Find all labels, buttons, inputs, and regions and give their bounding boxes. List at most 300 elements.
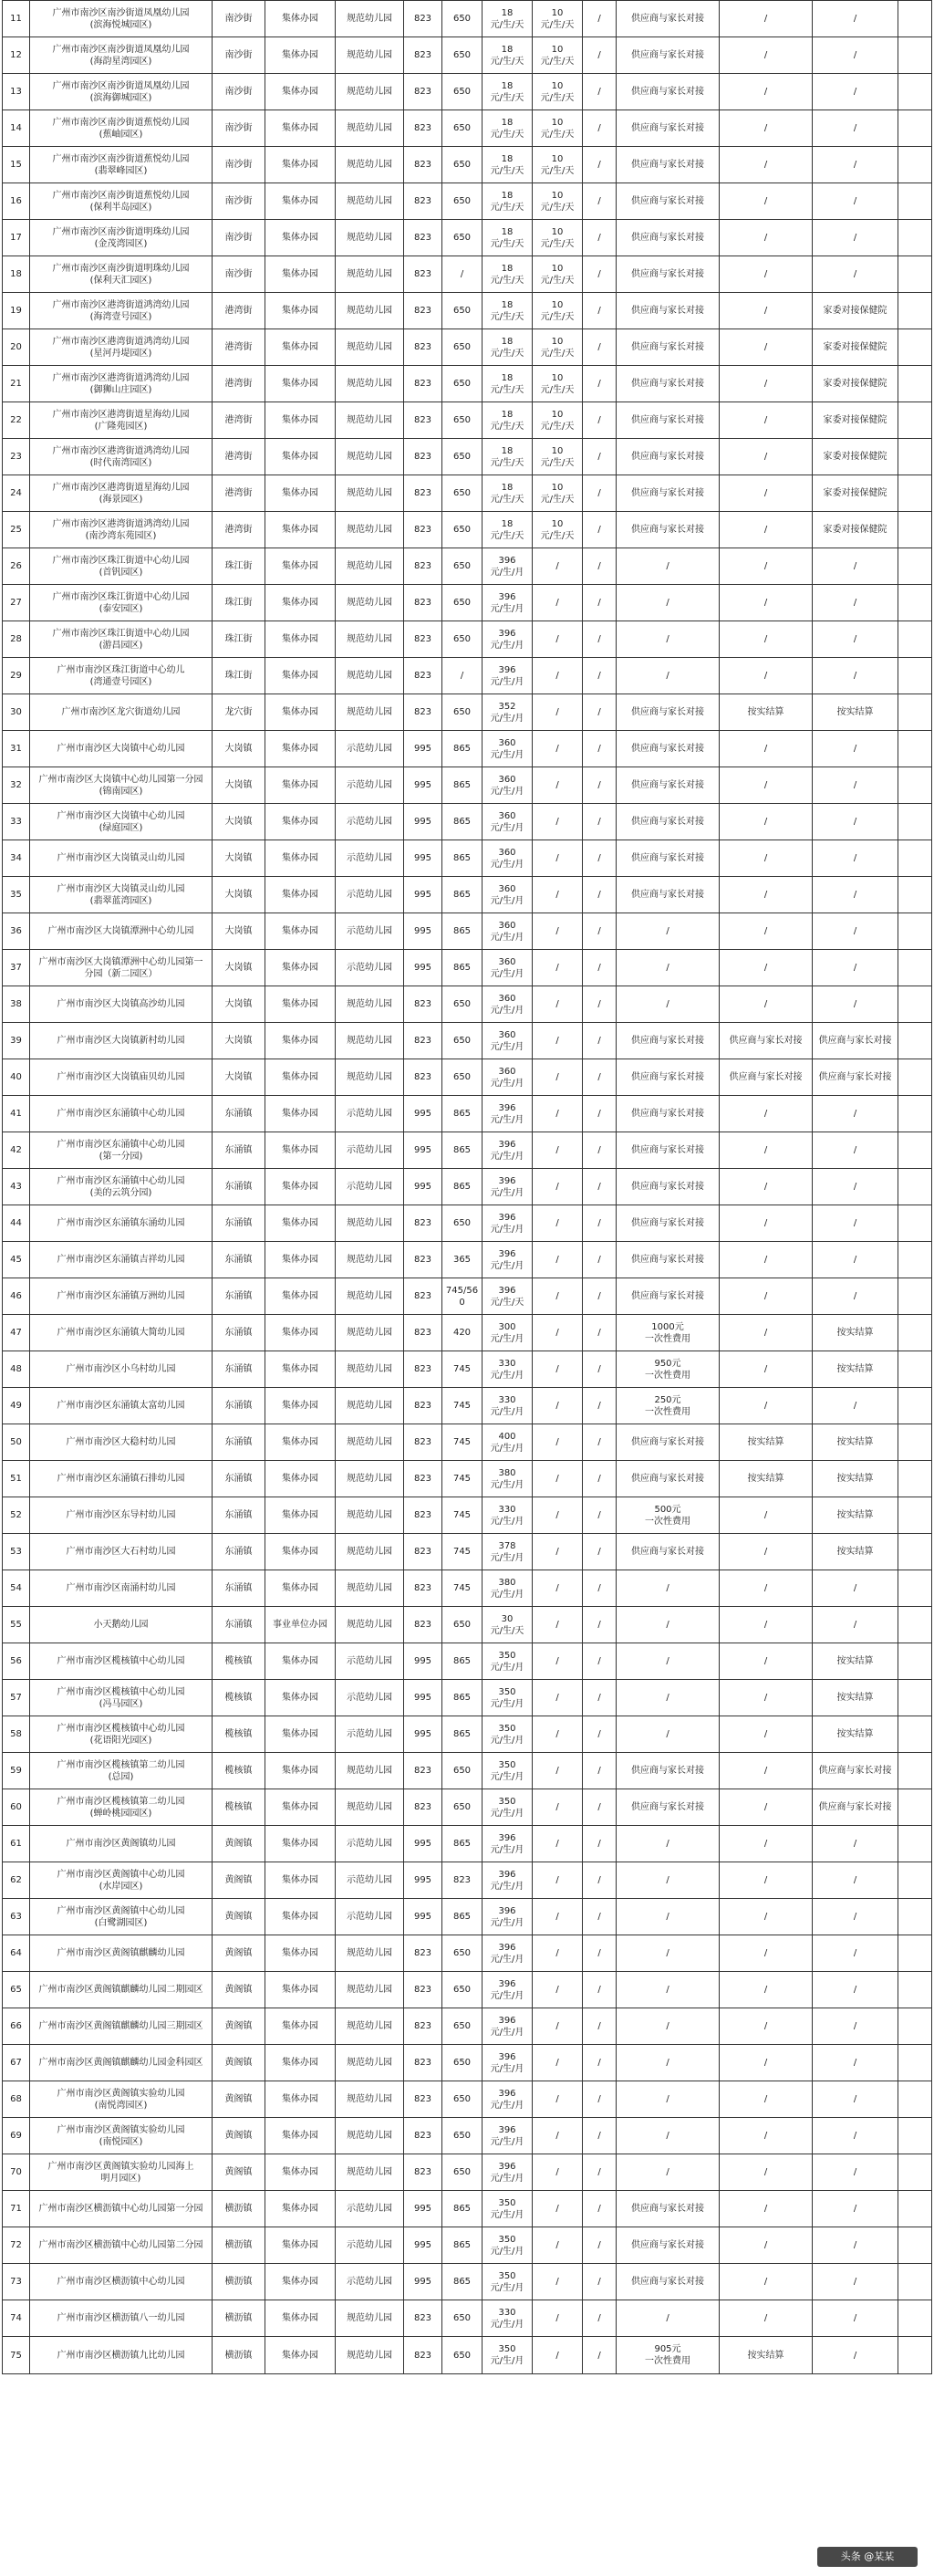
extra-fee-cell: / (583, 1205, 617, 1242)
other-daily-fee-cell: / (533, 1534, 583, 1570)
remarks-cell (898, 366, 932, 402)
ownership-type-cell: 集体办园 (265, 1862, 336, 1899)
kindergarten-category-cell: 规范幼儿园 (336, 1607, 404, 1643)
street-town-cell: 横沥镇 (213, 2337, 265, 2374)
kindergarten-category-cell: 示范幼儿园 (336, 1862, 404, 1899)
extra-fee-cell: / (583, 913, 617, 950)
extra-fee-cell: / (583, 548, 617, 585)
health-check-arrangement-cell: 供应商与家长对接 (813, 1059, 898, 1096)
kindergarten-name-cell: 广州市南沙区小乌村幼儿园 (30, 1351, 213, 1388)
meal-fee-cell: 360 元/生/月 (483, 950, 533, 986)
kindergarten-category-cell: 规范幼儿园 (336, 402, 404, 439)
meal-fee-cell: 396 元/生/月 (483, 1826, 533, 1862)
street-town-cell: 港湾街 (213, 512, 265, 548)
health-check-arrangement-cell: / (813, 621, 898, 658)
row-number-cell: 64 (3, 1935, 30, 1972)
remarks-cell (898, 2227, 932, 2264)
other-daily-fee-cell: / (533, 2045, 583, 2081)
health-check-arrangement-cell: 按实结算 (813, 1643, 898, 1680)
street-town-cell: 南沙街 (213, 147, 265, 183)
meal-fee-cell: 18 元/生/天 (483, 439, 533, 475)
meal-fee-cell: 350 元/生/月 (483, 1716, 533, 1753)
kindergarten-category-cell: 规范幼儿园 (336, 220, 404, 256)
street-town-cell: 龙穴街 (213, 694, 265, 731)
street-town-cell: 横沥镇 (213, 2227, 265, 2264)
ownership-type-cell: 集体办园 (265, 1972, 336, 2008)
kindergarten-name-cell: 广州市南沙区黄阁镇实验幼儿园 (南悦园区) (30, 2118, 213, 2154)
meal-fee-cell: 396 元/生/月 (483, 1169, 533, 1205)
remarks-cell (898, 1205, 932, 1242)
kindergarten-name-cell: 广州市南沙区横沥镇八一幼儿园 (30, 2300, 213, 2337)
fee-standard-b-cell: 865 (442, 2191, 483, 2227)
fee-standard-b-cell: 865 (442, 1643, 483, 1680)
activity-settlement-cell: / (720, 767, 813, 804)
street-town-cell: 黄阁镇 (213, 1899, 265, 1935)
other-daily-fee-cell: / (533, 1497, 583, 1534)
fee-standard-b-cell: 865 (442, 1132, 483, 1169)
kindergarten-name-cell: 广州市南沙区大岗镇庙贝幼儿园 (30, 1059, 213, 1096)
fee-standard-b-cell: 650 (442, 2154, 483, 2191)
fee-standard-a-cell: 823 (404, 1424, 442, 1461)
fee-standard-a-cell: 823 (404, 1972, 442, 2008)
fee-standard-b-cell: 650 (442, 37, 483, 74)
kindergarten-category-cell: 规范幼儿园 (336, 2008, 404, 2045)
street-town-cell: 港湾街 (213, 366, 265, 402)
fee-standard-b-cell: 865 (442, 1169, 483, 1205)
ownership-type-cell: 集体办园 (265, 694, 336, 731)
health-check-arrangement-cell: 家委对接保健院 (813, 293, 898, 329)
supply-arrangement-cell: 供应商与家长对接 (617, 731, 720, 767)
row-number-cell: 24 (3, 475, 30, 512)
activity-settlement-cell: / (720, 585, 813, 621)
row-number-cell: 47 (3, 1315, 30, 1351)
kindergarten-category-cell: 规范幼儿园 (336, 2118, 404, 2154)
fee-standard-a-cell: 995 (404, 1680, 442, 1716)
activity-settlement-cell: / (720, 329, 813, 366)
fee-standard-b-cell: 650 (442, 439, 483, 475)
kindergarten-category-cell: 示范幼儿园 (336, 804, 404, 840)
remarks-cell (898, 2154, 932, 2191)
meal-fee-cell: 360 元/生/月 (483, 1023, 533, 1059)
fee-standard-a-cell: 823 (404, 110, 442, 147)
fee-standard-a-cell: 823 (404, 548, 442, 585)
other-daily-fee-cell: / (533, 1461, 583, 1497)
row-number-cell: 34 (3, 840, 30, 877)
extra-fee-cell: / (583, 183, 617, 220)
kindergarten-name-cell: 广州市南沙区榄核镇中心幼儿园 (30, 1643, 213, 1680)
health-check-arrangement-cell: / (813, 585, 898, 621)
kindergarten-category-cell: 规范幼儿园 (336, 1278, 404, 1315)
fee-standard-a-cell: 823 (404, 402, 442, 439)
row-number-cell: 36 (3, 913, 30, 950)
remarks-cell (898, 1607, 932, 1643)
extra-fee-cell: / (583, 147, 617, 183)
street-town-cell: 东涌镇 (213, 1096, 265, 1132)
fee-standard-a-cell: 823 (404, 986, 442, 1023)
other-daily-fee-cell: / (533, 767, 583, 804)
kindergarten-name-cell: 广州市南沙区横沥镇中心幼儿园第二分园 (30, 2227, 213, 2264)
meal-fee-cell: 330 元/生/月 (483, 1497, 533, 1534)
extra-fee-cell: / (583, 1023, 617, 1059)
row-number-cell: 20 (3, 329, 30, 366)
health-check-arrangement-cell: / (813, 1096, 898, 1132)
fee-standard-b-cell: 650 (442, 2045, 483, 2081)
kindergarten-name-cell: 广州市南沙区东涌镇中心幼儿园 (美的云筑分园) (30, 1169, 213, 1205)
remarks-cell (898, 767, 932, 804)
fee-standard-a-cell: 823 (404, 439, 442, 475)
meal-fee-cell: 18 元/生/天 (483, 512, 533, 548)
kindergarten-category-cell: 规范幼儿园 (336, 694, 404, 731)
kindergarten-name-cell: 广州市南沙区港湾街道鸿湾幼儿园 (星河丹堤园区) (30, 329, 213, 366)
row-number-cell: 15 (3, 147, 30, 183)
fee-standard-b-cell: 650 (442, 1607, 483, 1643)
street-town-cell: 东涌镇 (213, 1351, 265, 1388)
fee-standard-a-cell: 823 (404, 366, 442, 402)
activity-settlement-cell: / (720, 1096, 813, 1132)
fee-standard-b-cell: 865 (442, 1096, 483, 1132)
ownership-type-cell: 集体办园 (265, 1096, 336, 1132)
other-daily-fee-cell: 10 元/生/天 (533, 110, 583, 147)
health-check-arrangement-cell: 供应商与家长对接 (813, 1789, 898, 1826)
remarks-cell (898, 74, 932, 110)
remarks-cell (898, 913, 932, 950)
activity-settlement-cell: / (720, 548, 813, 585)
activity-settlement-cell: / (720, 804, 813, 840)
ownership-type-cell: 集体办园 (265, 2300, 336, 2337)
supply-arrangement-cell: 供应商与家长对接 (617, 402, 720, 439)
fee-standard-a-cell: 823 (404, 1059, 442, 1096)
fee-standard-b-cell: 650 (442, 329, 483, 366)
row-number-cell: 11 (3, 1, 30, 37)
table-row (3, 1023, 932, 1059)
fee-standard-a-cell: 823 (404, 329, 442, 366)
fee-standard-b-cell: 420 (442, 1315, 483, 1351)
kindergarten-category-cell: 规范幼儿园 (336, 1205, 404, 1242)
street-town-cell: 横沥镇 (213, 2264, 265, 2300)
ownership-type-cell: 集体办园 (265, 1023, 336, 1059)
table-row (3, 913, 932, 950)
activity-settlement-cell: / (720, 37, 813, 74)
extra-fee-cell: / (583, 1570, 617, 1607)
supply-arrangement-cell: 供应商与家长对接 (617, 1023, 720, 1059)
health-check-arrangement-cell: / (813, 1899, 898, 1935)
remarks-cell (898, 1789, 932, 1826)
ownership-type-cell: 集体办园 (265, 621, 336, 658)
activity-settlement-cell: / (720, 1, 813, 37)
street-town-cell: 东涌镇 (213, 1132, 265, 1169)
street-town-cell: 黄阁镇 (213, 2118, 265, 2154)
fee-standard-b-cell: 650 (442, 548, 483, 585)
row-number-cell: 28 (3, 621, 30, 658)
meal-fee-cell: 396 元/生/月 (483, 548, 533, 585)
fee-standard-a-cell: 823 (404, 1351, 442, 1388)
ownership-type-cell: 集体办园 (265, 1169, 336, 1205)
remarks-cell (898, 2337, 932, 2374)
meal-fee-cell: 360 元/生/月 (483, 913, 533, 950)
supply-arrangement-cell: / (617, 1826, 720, 1862)
activity-settlement-cell: / (720, 950, 813, 986)
kindergarten-category-cell: 规范幼儿园 (336, 256, 404, 293)
table-row (3, 1643, 932, 1680)
supply-arrangement-cell: / (617, 2008, 720, 2045)
meal-fee-cell: 350 元/生/月 (483, 2337, 533, 2374)
kindergarten-name-cell: 广州市南沙区大稳村幼儿园 (30, 1424, 213, 1461)
activity-settlement-cell: / (720, 366, 813, 402)
table-row (3, 1862, 932, 1899)
street-town-cell: 黄阁镇 (213, 1972, 265, 2008)
ownership-type-cell: 集体办园 (265, 1278, 336, 1315)
row-number-cell: 55 (3, 1607, 30, 1643)
meal-fee-cell: 380 元/生/月 (483, 1461, 533, 1497)
health-check-arrangement-cell: / (813, 840, 898, 877)
health-check-arrangement-cell: / (813, 1278, 898, 1315)
row-number-cell: 17 (3, 220, 30, 256)
row-number-cell: 44 (3, 1205, 30, 1242)
activity-settlement-cell: / (720, 2118, 813, 2154)
health-check-arrangement-cell: / (813, 1, 898, 37)
fee-standard-a-cell: 823 (404, 1205, 442, 1242)
street-town-cell: 东涌镇 (213, 1388, 265, 1424)
extra-fee-cell: / (583, 1351, 617, 1388)
health-check-arrangement-cell: / (813, 74, 898, 110)
extra-fee-cell: / (583, 402, 617, 439)
kindergarten-name-cell: 广州市南沙区黄阁镇麒麟幼儿园三期园区 (30, 2008, 213, 2045)
table-row (3, 1716, 932, 1753)
kindergarten-category-cell: 示范幼儿园 (336, 1716, 404, 1753)
meal-fee-cell: 360 元/生/月 (483, 767, 533, 804)
fee-standard-b-cell: 650 (442, 1935, 483, 1972)
meal-fee-cell: 360 元/生/月 (483, 840, 533, 877)
street-town-cell: 东涌镇 (213, 1278, 265, 1315)
extra-fee-cell: / (583, 1278, 617, 1315)
fee-standard-b-cell: 365 (442, 1242, 483, 1278)
supply-arrangement-cell: 供应商与家长对接 (617, 110, 720, 147)
ownership-type-cell: 集体办园 (265, 1315, 336, 1351)
health-check-arrangement-cell: / (813, 2081, 898, 2118)
ownership-type-cell: 集体办园 (265, 2337, 336, 2374)
supply-arrangement-cell: 供应商与家长对接 (617, 256, 720, 293)
extra-fee-cell: / (583, 621, 617, 658)
extra-fee-cell: / (583, 1497, 617, 1534)
fee-standard-b-cell: 865 (442, 804, 483, 840)
kindergarten-category-cell: 规范幼儿园 (336, 2045, 404, 2081)
ownership-type-cell: 集体办园 (265, 293, 336, 329)
meal-fee-cell: 18 元/生/天 (483, 293, 533, 329)
fee-standard-a-cell: 995 (404, 1826, 442, 1862)
kindergarten-name-cell: 广州市南沙区珠江街道中心幼儿园 (游昌园区) (30, 621, 213, 658)
remarks-cell (898, 585, 932, 621)
health-check-arrangement-cell: / (813, 950, 898, 986)
other-daily-fee-cell: / (533, 1716, 583, 1753)
extra-fee-cell: / (583, 439, 617, 475)
fee-standard-a-cell: 823 (404, 256, 442, 293)
kindergarten-name-cell: 广州市南沙区东涌镇大简幼儿园 (30, 1315, 213, 1351)
extra-fee-cell: / (583, 1534, 617, 1570)
fee-standard-b-cell: 650 (442, 1972, 483, 2008)
row-number-cell: 19 (3, 293, 30, 329)
fee-standard-a-cell: 823 (404, 1534, 442, 1570)
health-check-arrangement-cell: / (813, 1607, 898, 1643)
table-row (3, 475, 932, 512)
remarks-cell (898, 439, 932, 475)
street-town-cell: 南沙街 (213, 110, 265, 147)
activity-settlement-cell: / (720, 293, 813, 329)
meal-fee-cell: 396 元/生/月 (483, 1935, 533, 1972)
row-number-cell: 46 (3, 1278, 30, 1315)
extra-fee-cell: / (583, 1972, 617, 2008)
fee-standard-b-cell: 650 (442, 110, 483, 147)
remarks-cell (898, 986, 932, 1023)
fee-standard-b-cell: 650 (442, 1205, 483, 1242)
fee-standard-b-cell: 650 (442, 366, 483, 402)
activity-settlement-cell: / (720, 1315, 813, 1351)
ownership-type-cell: 集体办园 (265, 1132, 336, 1169)
ownership-type-cell: 集体办园 (265, 804, 336, 840)
table-row (3, 1059, 932, 1096)
supply-arrangement-cell: / (617, 1972, 720, 2008)
remarks-cell (898, 1753, 932, 1789)
activity-settlement-cell: / (720, 2045, 813, 2081)
ownership-type-cell: 集体办园 (265, 1935, 336, 1972)
remarks-cell (898, 1899, 932, 1935)
kindergarten-name-cell: 广州市南沙区南沙街道凤凰幼儿园 (滨海悦城园区) (30, 1, 213, 37)
fee-standard-a-cell: 823 (404, 1388, 442, 1424)
supply-arrangement-cell: 供应商与家长对接 (617, 329, 720, 366)
kindergarten-name-cell: 广州市南沙区珠江街道中心幼儿 (湾通壹号园区) (30, 658, 213, 694)
table-row (3, 585, 932, 621)
kindergarten-category-cell: 规范幼儿园 (336, 74, 404, 110)
table-row (3, 147, 932, 183)
table-row (3, 1935, 932, 1972)
meal-fee-cell: 396 元/生/月 (483, 658, 533, 694)
table-row (3, 2081, 932, 2118)
extra-fee-cell: / (583, 986, 617, 1023)
street-town-cell: 港湾街 (213, 402, 265, 439)
other-daily-fee-cell: 10 元/生/天 (533, 1, 583, 37)
table-row (3, 1315, 932, 1351)
health-check-arrangement-cell: / (813, 1388, 898, 1424)
activity-settlement-cell: / (720, 2300, 813, 2337)
extra-fee-cell: / (583, 950, 617, 986)
fee-standard-b-cell: 650 (442, 402, 483, 439)
row-number-cell: 25 (3, 512, 30, 548)
health-check-arrangement-cell: / (813, 2008, 898, 2045)
street-town-cell: 黄阁镇 (213, 2045, 265, 2081)
table-row (3, 621, 932, 658)
meal-fee-cell: 396 元/生/月 (483, 2045, 533, 2081)
row-number-cell: 13 (3, 74, 30, 110)
supply-arrangement-cell: 供应商与家长对接 (617, 512, 720, 548)
extra-fee-cell: / (583, 366, 617, 402)
activity-settlement-cell: / (720, 220, 813, 256)
extra-fee-cell: / (583, 1461, 617, 1497)
other-daily-fee-cell: / (533, 694, 583, 731)
activity-settlement-cell: / (720, 1570, 813, 1607)
remarks-cell (898, 1935, 932, 1972)
row-number-cell: 67 (3, 2045, 30, 2081)
kindergarten-category-cell: 规范幼儿园 (336, 986, 404, 1023)
street-town-cell: 东涌镇 (213, 1242, 265, 1278)
row-number-cell: 27 (3, 585, 30, 621)
ownership-type-cell: 集体办园 (265, 183, 336, 220)
kindergarten-category-cell: 规范幼儿园 (336, 1424, 404, 1461)
remarks-cell (898, 2118, 932, 2154)
ownership-type-cell: 集体办园 (265, 402, 336, 439)
remarks-cell (898, 731, 932, 767)
other-daily-fee-cell: / (533, 950, 583, 986)
supply-arrangement-cell: / (617, 986, 720, 1023)
meal-fee-cell: 360 元/生/月 (483, 986, 533, 1023)
other-daily-fee-cell: 10 元/生/天 (533, 329, 583, 366)
fee-standard-a-cell: 823 (404, 1023, 442, 1059)
health-check-arrangement-cell: / (813, 1935, 898, 1972)
activity-settlement-cell: / (720, 1935, 813, 1972)
remarks-cell (898, 621, 932, 658)
kindergarten-category-cell: 规范幼儿园 (336, 1570, 404, 1607)
street-town-cell: 东涌镇 (213, 1315, 265, 1351)
ownership-type-cell: 集体办园 (265, 2154, 336, 2191)
street-town-cell: 港湾街 (213, 439, 265, 475)
street-town-cell: 大岗镇 (213, 913, 265, 950)
other-daily-fee-cell: / (533, 1278, 583, 1315)
kindergarten-name-cell: 广州市南沙区大岗镇高沙幼儿园 (30, 986, 213, 1023)
ownership-type-cell: 集体办园 (265, 548, 336, 585)
extra-fee-cell: / (583, 1, 617, 37)
street-town-cell: 东涌镇 (213, 1424, 265, 1461)
supply-arrangement-cell: 供应商与家长对接 (617, 1789, 720, 1826)
other-daily-fee-cell: / (533, 1826, 583, 1862)
fee-standard-b-cell: 650 (442, 1753, 483, 1789)
fee-standard-a-cell: 823 (404, 2154, 442, 2191)
supply-arrangement-cell: 950元 一次性费用 (617, 1351, 720, 1388)
other-daily-fee-cell: 10 元/生/天 (533, 37, 583, 74)
remarks-cell (898, 183, 932, 220)
fee-standard-a-cell: 995 (404, 1716, 442, 1753)
ownership-type-cell: 集体办园 (265, 1388, 336, 1424)
activity-settlement-cell: / (720, 1716, 813, 1753)
extra-fee-cell: / (583, 2227, 617, 2264)
kindergarten-name-cell: 广州市南沙区大岗镇中心幼儿园 (绿庭园区) (30, 804, 213, 840)
row-number-cell: 30 (3, 694, 30, 731)
fee-standard-a-cell: 823 (404, 1789, 442, 1826)
watermark-badge: 头条 @某某 (817, 2547, 918, 2567)
supply-arrangement-cell: / (617, 1570, 720, 1607)
fee-standard-b-cell: 745 (442, 1570, 483, 1607)
fee-standard-a-cell: 823 (404, 1315, 442, 1351)
activity-settlement-cell: / (720, 2227, 813, 2264)
meal-fee-cell: 360 元/生/月 (483, 804, 533, 840)
fee-standard-a-cell: 995 (404, 731, 442, 767)
remarks-cell (898, 1278, 932, 1315)
kindergarten-name-cell: 广州市南沙区黄阁镇实验幼儿园海上 明月园区) (30, 2154, 213, 2191)
activity-settlement-cell: / (720, 110, 813, 147)
table-row (3, 2045, 932, 2081)
kindergarten-category-cell: 示范幼儿园 (336, 1096, 404, 1132)
extra-fee-cell: / (583, 1607, 617, 1643)
supply-arrangement-cell: 供应商与家长对接 (617, 293, 720, 329)
street-town-cell: 东涌镇 (213, 1497, 265, 1534)
fee-standard-a-cell: 823 (404, 2008, 442, 2045)
kindergarten-name-cell: 小天鹅幼儿园 (30, 1607, 213, 1643)
supply-arrangement-cell: 供应商与家长对接 (617, 1242, 720, 1278)
meal-fee-cell: 18 元/生/天 (483, 475, 533, 512)
kindergarten-category-cell: 规范幼儿园 (336, 183, 404, 220)
fee-standard-b-cell: 650 (442, 2081, 483, 2118)
supply-arrangement-cell: 供应商与家长对接 (617, 1461, 720, 1497)
remarks-cell (898, 475, 932, 512)
other-daily-fee-cell: / (533, 731, 583, 767)
table-row (3, 1205, 932, 1242)
